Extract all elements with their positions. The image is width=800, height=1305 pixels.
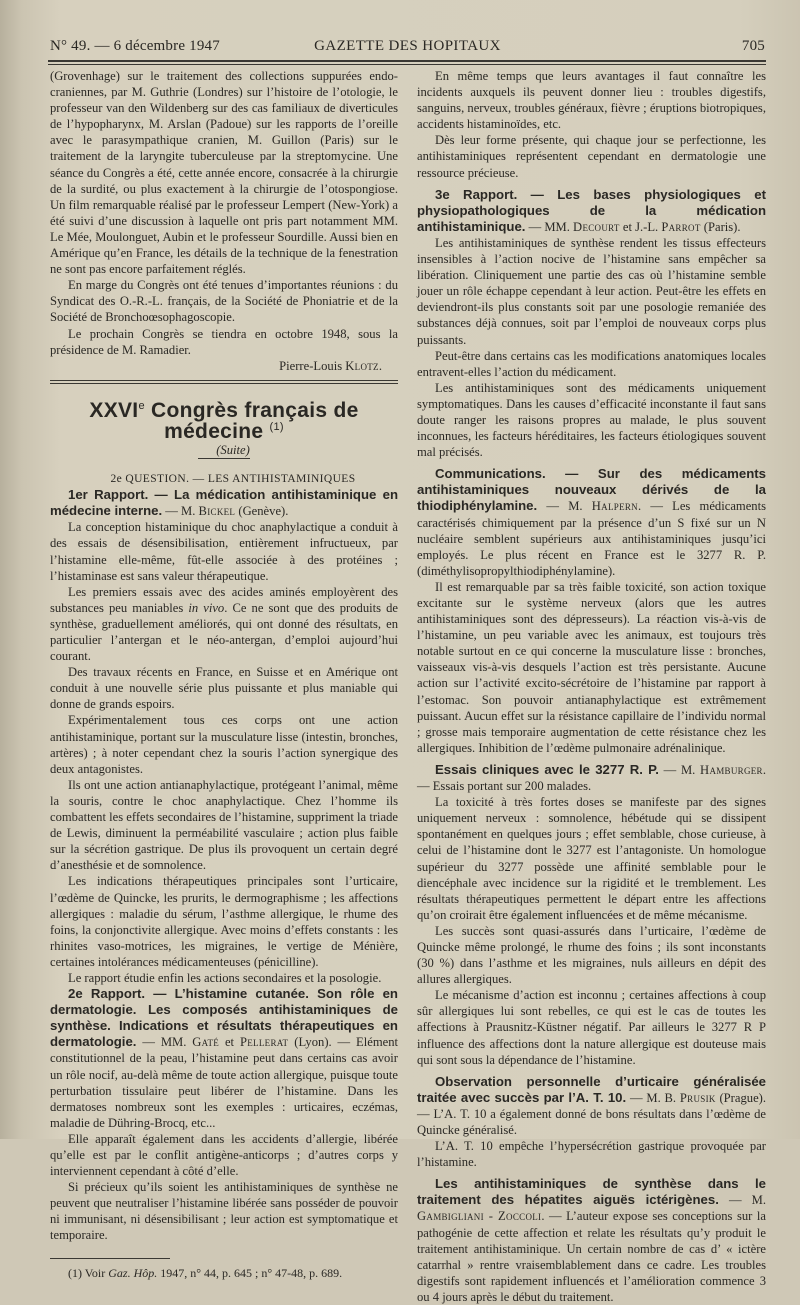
- left-column: [50, 68, 398, 1281]
- report-author: Gaté: [192, 1035, 220, 1050]
- report-author-lead: — M.: [162, 504, 199, 519]
- section-title: [50, 398, 398, 443]
- communication-heading: [417, 1176, 766, 1305]
- signature-name: Pierre-Louis: [279, 358, 346, 373]
- section-subtitle: (Suite): [216, 442, 250, 457]
- footnote-text: 1947, n° 44, p. 645 ; n° 47-48, p. 689.: [157, 1265, 343, 1280]
- communication-heading: [417, 466, 766, 579]
- report-author-mid: et: [219, 1035, 240, 1050]
- section-title-numeral: XXVI: [89, 398, 139, 422]
- issue-date: N° 49. — 6 décembre 1947: [50, 38, 220, 54]
- paragraph: La conception histaminique du choc anaphylactique a conduit à des essais de désensibilisation, entièrement infructueux, par l’histamine elle-même, fût-elle associée à des protéines ; l’histaminase est sans valeur thérapeutique.: [50, 520, 398, 583]
- report-author-lead: — MM.: [136, 1035, 193, 1050]
- italic-run: in vivo: [188, 600, 225, 615]
- paragraph: Il est remarquable par sa très faible toxicité, son action toxique excitante sur le système nerveux (alors que les autres antihistaminiques sont des dépresseurs). La réaction vis-à-vis de l’histamine, un peu variable avec les animaux, est toujours très notable surtout en ce qui concerne la musculature lisse : bronches, vaisseaux vis-à-vis desquels l’action est très persistante. Aucune action sur l’activité excito-sécrétoire de l’histamine par rapport à l’estomac. Son pouvoir antianaphylactique est extrêmement puissant. Aucun effet sur la résistance capillaire de l’individu normal ; grosse mais temporaire augmentation de cette résistance chez les allergiques. Inhibition de l’œdème pulmonaire adrénalinique.: [417, 579, 766, 755]
- paragraph: Les indications thérapeutiques principales sont l’urticaire, l’œdème de Quincke, les prurits, le dermographisme ; les affections allergiques : maladie du sérum, l’asthme allergique, le rhume des foins, la conjonctivite allergique. Avec moins d’effets constants : les rhinites vaso-motrices, les migraines, le vertige de Ménière, certaines intolérances médicamenteuses (pénicilline).: [50, 874, 398, 969]
- communication-title: Communications. — Sur des médicaments antihistaminiques nouveaux dérivés de la thiodiphénylamine.: [417, 466, 766, 514]
- report-author: Parrot: [661, 219, 701, 234]
- paragraph: Le rapport étudie enfin les actions secondaires et la posologie.: [68, 970, 382, 985]
- communication-author-lead: — M.: [718, 1193, 766, 1208]
- question-heading: [50, 471, 398, 487]
- report-heading: [50, 487, 398, 519]
- communication-author: Gambigliani - Zoccoli: [417, 1209, 542, 1224]
- report-title: 1er Rapport. — La médication antihistaminique en médecine interne.: [50, 487, 398, 519]
- report-author-lead: — MM.: [525, 219, 574, 234]
- report-title: 2e Rapport. — L’histamine cutanée. Son rôle en dermatologie. Les composés antihistaminiques de synthèse. Indications et résultats thérapeutiques en dermatologie.: [50, 986, 398, 1050]
- divider: [50, 383, 398, 384]
- communication-author-lead: — M.: [658, 762, 701, 777]
- paragraph: Les antihistaminiques de synthèse rendent les tissus effecteurs insensibles à l’action nocive de l’histamine sans empêcher sa libération. Cliniquement une partie des cas où l’histamine semble jouer un rôle échappe cependant à leur action. Peut-être les effets en deviendront-ils plus constants soit par une posologie remaniée des substances déjà connues, soit par l’emploi de nouveaux corps plus puissants.: [417, 235, 766, 347]
- paragraph: Peut-être dans certains cas les modifications anatomiques locales entravent-elles l’action du médicament.: [417, 348, 766, 379]
- paragraph: Des travaux récents en France, en Suisse et en Amérique ont conduit à une nouvelle série plus puissante et plus maniable qui donne de grands espoirs.: [50, 665, 398, 712]
- paragraph: Les antihistaminiques sont des médicaments uniquement symptomatiques. Dans les causes d’efficacité inconstante il faut sans doute ranger les raisons propres au malade, le plus souvent inconnues, les facteurs héréditaires, les facteurs étiologiques souvent mal précisés.: [417, 380, 766, 460]
- report-author-tail: (Paris).: [700, 219, 741, 234]
- paragraph: Ils ont une action antianaphylactique, protégeant l’animal, même la souris, contre le choc anaphylactique. Chez l’homme ils combattent les effets secondaires de l’histamine, suppriment la triade de Lewis, diminuent la perméabilité vasculaire ; action plus faible sur la sécrétion gastrique. De plus ils provoquent un certain degré d’anesthésie et de somnolence.: [50, 777, 398, 873]
- author-signature: [50, 358, 398, 374]
- report-author: Decourt: [573, 219, 620, 234]
- divider: [50, 380, 398, 381]
- report-heading: [417, 187, 766, 235]
- report-title: 3e Rapport. — Les bases physiologiques et physiopathologiques de la médication antihistaminique.: [417, 186, 766, 234]
- footnote-source: Gaz. Hôp.: [108, 1265, 158, 1280]
- footnote: [50, 1265, 398, 1281]
- footnote-text: (1) Voir: [68, 1265, 109, 1280]
- communication-body: . — Essais portant sur 200 malades.: [417, 762, 767, 794]
- header-rule-thin: [48, 64, 766, 65]
- paragraph: Dès leur forme présente, qui chaque jour se perfectionne, les antihistaminiques représentent cependant en dermatologie une ressource précieuse.: [417, 133, 766, 180]
- paragraph: Le mécanisme d’action est inconnu ; certaines affections à coup sûr allergiques lui sont rebelles, ce qui est le cas de toutes les affections à Prausnitz-Küstner négatif. Par ailleurs le 3277 R P influence des affections dont la nature allergique est douteuse mais qui sont sous la dépendance de l’histamine.: [417, 988, 766, 1067]
- footnote-rule: [50, 1258, 170, 1259]
- short-divider: [198, 458, 250, 459]
- paragraph: L’A. T. 10 empêche l’hypersécrétion gastrique provoquée par l’histamine.: [417, 1139, 766, 1170]
- communication-author: Hamburger: [700, 762, 763, 777]
- paragraph: En marge du Congrès ont été tenues d’importantes réunions : du Syndicat des O.-R.-L. français, de la Société de Phoniatrie et de la Société de Bronchoœsophagoscopie.: [50, 278, 398, 325]
- paragraph: Elle apparaît également dans les accidents d’allergie, libérée qu’elle est par le conflit antigène-anticorps ; d’autres corps y interviennent cependant à côté d’elle.: [50, 1131, 398, 1179]
- communication-title: Les antihistaminiques de synthèse dans le traitement des hépatites aiguës ictérigènes.: [417, 1176, 766, 1208]
- paragraph: Si précieux qu’ils soient les antihistaminiques de synthèse ne peuvent que neutraliser l’histamine libérée sans posséder de pouvoir ni immunisant, ni désensibilisant ; leur action est symptomatique et temporaire.: [50, 1180, 398, 1243]
- report-author: Pellerat: [239, 1035, 289, 1050]
- paragraph: [50, 584, 398, 664]
- communication-author-lead: — M. B.: [626, 1090, 680, 1105]
- communication-body: . — Les médicaments caractérisés chimiquement par la présence d’un S fixé sur un N nucléaire semblent supérieurs aux antihistaminiques jusqu’ici employés. Le plus récent en France est le 3277 R. P. (diméthylisopropylthiodiphénylamine).: [417, 499, 766, 578]
- page-header: [50, 38, 765, 60]
- communication-author-lead: — M.: [537, 499, 592, 514]
- communication-title: Essais cliniques avec le 3277 R. P.: [435, 761, 659, 777]
- communication-heading: [417, 1074, 766, 1138]
- paragraph: Le prochain Congrès se tiendra en octobre 1948, sous la présidence de M. Ramadier.: [50, 326, 398, 357]
- report-body: (Lyon). — Elément constitutionnel de la peau, l’histamine peut dans certains cas avoir un rôle nocif, au-delà même de toute action allergique, puisque toute perturbation tissulaire peut libérer de l’histamine. Dans les dermatoses nombreux sont les exemples : urticaires, eczémas, maladie de Dühring-Brocq, etc...: [50, 1035, 399, 1130]
- signature-end: .: [378, 358, 382, 373]
- text-run: Les premiers essais avec des acides aminés employèrent des substances peu maniables: [50, 584, 398, 615]
- header-rule: [48, 60, 766, 62]
- report-author-tail: (Genève).: [235, 504, 289, 519]
- paragraph: La toxicité à très fortes doses se manifeste par des signes uniquement nerveux : somnolence, hébétude qui se dissipent spontanément en quelques jours ; effet semblable, chose curieuse, à celui de l’histamine dont le 3277 est l’antagoniste. Un homologue supérieur du 3277 possède une affinité semblable pour le diencéphale avec incidence sur la rigidité et le tremblement. Les résultats thérapeutiques permettent le départ entre les affections qu’on croirait être également influencées et de même mécanisme.: [417, 795, 766, 922]
- signature-surname: Klotz: [345, 358, 379, 373]
- paragraph: Les succès sont quasi-assurés dans l’urticaire, l’œdème de Quincke même prolongé, le rhume des foins ; ils sont inconstants (30 %) dans l’asthme et les migraines, nuls ailleurs en dépit des allures allergiques.: [417, 923, 766, 987]
- paragraph: (Grovenhage) sur le traitement des collections suppurées endo-craniennes, par M. Guthrie (Londres) sur l’histoire de l’otologie, le professeur van den Wildenberg sur des cas familiaux de diverticules de l’hypopharynx, M. Arslan (Padoue) sur les rapports de l’oreille avec le parasympathique cranien, M. Guillon (Paris) sur le traitement de la laryngite tuberculeuse par la streptomycine. Une séance du Congrès a été, cette année encore, consacrée à la chirurgie de la surdité, ou plus exactement à la chirurgie de l’otospongiose. Un film remarquable réalisé par le professeur Lempert (New-York) a été suivi d’une discussion à laquelle ont pris part notamment MM. Le Mée, Moulonguet, Aubin et le professeur Sourdille. Aussi bien en Amérique qu’en France, les détails de la technique de la fenestration ne sont pas encore parfaitement réglés.: [50, 69, 398, 277]
- footnote-ref: (1): [269, 420, 284, 433]
- communication-author: Prusik: [679, 1090, 716, 1105]
- paragraph: En même temps que leurs avantages il faut connaître les incidents auxquels ils peuvent donner lieu : troubles digestifs, sanguins, nerveux, troubles généraux, fièvre ; éruptions biotropiques, accidents histaminoïdes, etc.: [417, 69, 766, 132]
- paragraph: Expérimentalement tous ces corps ont une action antihistaminique, portant sur la musculature lisse (intestin, bronches, artères) ; à noter cependant chez la souris l’action synergique des deux antagonistes.: [50, 713, 398, 776]
- section-title-sup: e: [138, 399, 145, 412]
- communication-body: (Prague). — L’A. T. 10 a également donné de bons résultats dans l’œdème de Quincke généralisé.: [417, 1090, 766, 1137]
- section-title-text: Congrès français de médecine: [144, 398, 359, 443]
- communication-body: . — L’auteur expose ses conceptions sur la pathogénie de cette affection et relate les résultats qu’y produit le traitement antihistaminique. Un certain nombre de cas d’ « ictère catarrhal » rentre vraisemblablement dans ce cadre. Les troubles digestifs sont rapidement influencés et l’amélioration commence 3 ou 4 jours après le début du traitement.: [417, 1209, 766, 1304]
- communication-heading: [417, 762, 766, 794]
- journal-title: GAZETTE DES HOPITAUX: [314, 38, 501, 54]
- page-number: 705: [741, 38, 765, 54]
- right-column: [417, 68, 766, 1305]
- report-author-mid: et J.-L.: [619, 219, 662, 234]
- question-text: 2e QUESTION. — LES ANTIHISTAMINIQUES: [110, 473, 356, 486]
- communication-author: Halpern: [591, 499, 638, 514]
- communication-title: Observation personnelle d’urticaire généralisée traitée avec succès par l’A. T. 10.: [417, 1073, 766, 1105]
- report-heading: [50, 986, 398, 1131]
- report-author: Bickel: [198, 504, 236, 519]
- text-run: . Ce ne sont que des produits de synthèse, graduellement améliorés, qui ont donné des résultats, en particulier l’antergan et le néo-antergan, d’emploi aujourd’hui courant.: [50, 600, 398, 664]
